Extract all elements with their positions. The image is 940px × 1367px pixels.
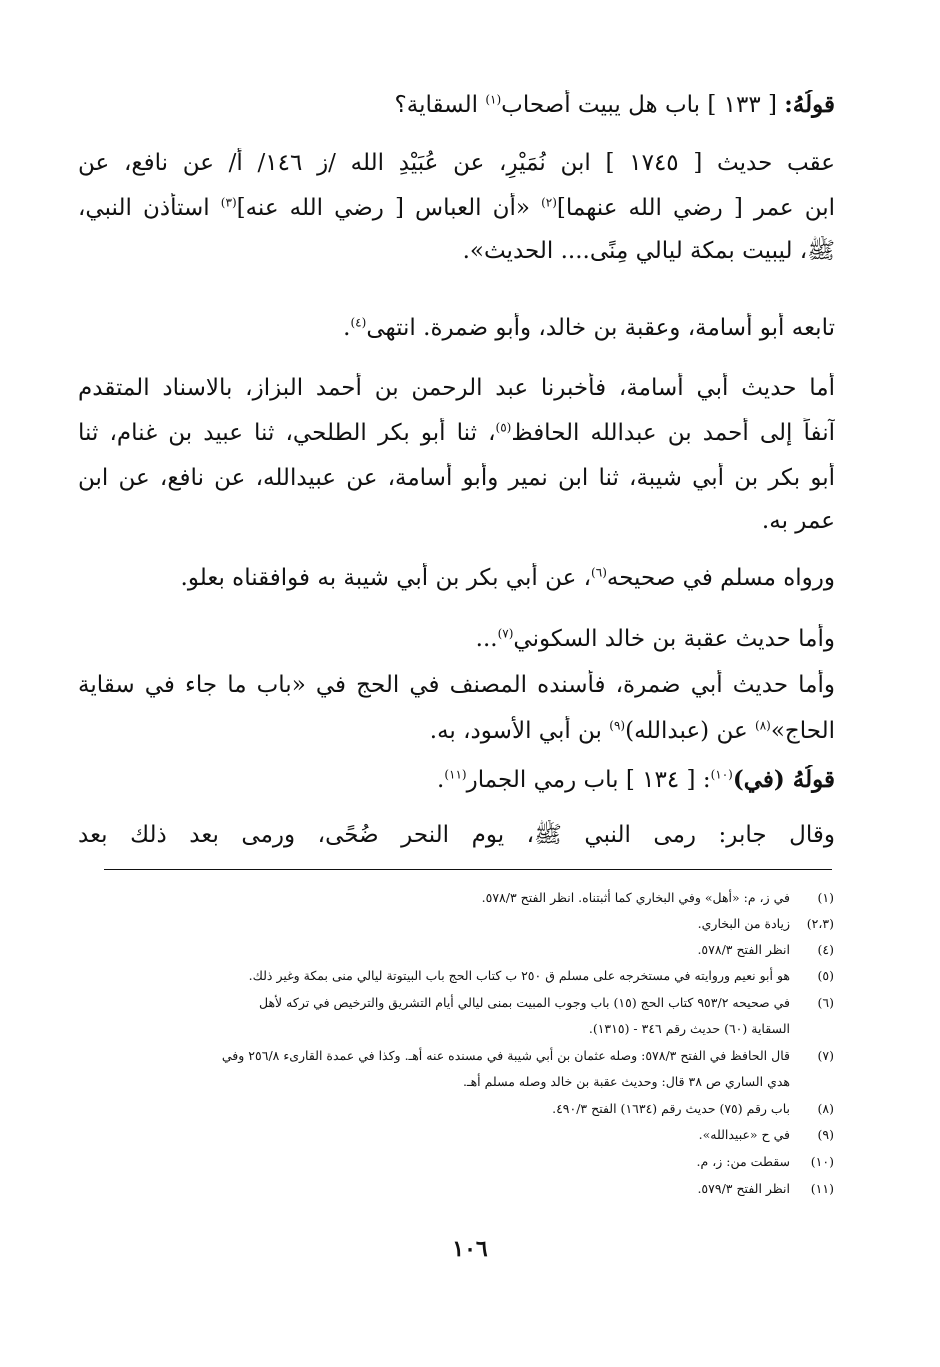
footnote-6-cont — [100, 1019, 834, 1039]
footnote-text: سقطت من: ز، م. — [696, 1154, 790, 1169]
footnote-ref: (٧) — [497, 626, 514, 641]
footnote-text: باب رقم (٧٥) حديث رقم (١٦٣٤) الفتح ٤٩٠/٣. — [552, 1101, 790, 1116]
footnote-number: (٨) — [817, 1101, 834, 1116]
paragraph-text: ، ثنا أبو بكر الطلحي، ثنا عبيد بن غنام، ثنا — [78, 420, 496, 446]
paragraph-text: الحاج» — [770, 718, 835, 744]
footnote-number: (٤) — [817, 942, 834, 957]
footnote-text: في ح «عبيدالله». — [698, 1127, 790, 1142]
footnote-number: (٢،٣) — [806, 916, 834, 931]
paragraph-text: وأما حديث عقبة بن خالد السكوني — [513, 626, 835, 652]
chapter-heading-134 — [78, 765, 835, 795]
paragraph-text: ورواه مسلم في صحيحه — [606, 565, 835, 591]
chapter-heading-133 — [78, 90, 835, 120]
footnote-10 — [100, 1152, 834, 1172]
footnote-ref: (٤) — [350, 315, 367, 330]
footnote-number: (٥) — [817, 968, 834, 983]
footnote-11 — [100, 1179, 834, 1199]
hadith-text: ابن عمر [ رضي الله عنهما] — [556, 195, 835, 221]
footnote-ref: (٥) — [495, 420, 512, 435]
footnote-1 — [100, 888, 834, 908]
footnote-ref: (٦) — [591, 565, 607, 580]
footnote-text: انظر الفتح ٥٧٩/٣. — [697, 1181, 790, 1196]
tabaahu-line — [78, 313, 835, 343]
footnote-number: (١) — [817, 890, 834, 905]
footnote-ref: (٣) — [220, 195, 237, 210]
paragraph-text: بن أبي الأسود، به. — [429, 718, 602, 744]
qawluhu-label: قولُهُ (في) — [732, 766, 835, 793]
qawluhu-label: قولُهُ: — [784, 91, 835, 118]
chapter-title-end: السقاية؟ — [394, 92, 479, 118]
hadith-text: استأذن النبي، — [78, 195, 210, 221]
ellipsis: ... — [475, 626, 498, 652]
footnote-7-cont — [100, 1072, 834, 1092]
abu-usama-line-3: أبو بكر بن أبي شيبة، ثنا ابن نمير وأبو أسامة، عن عبيدالله، عن نافع، عن ابن — [78, 465, 835, 491]
footnote-number: (١١) — [810, 1181, 834, 1196]
muslim-line — [78, 563, 835, 593]
abu-damra-line-1: وأما حديث أبي ضمرة، فأسنده المصنف في الحج في «باب ما جاء في سقاية — [78, 672, 835, 698]
abu-usama-line-4: عمر به. — [761, 508, 835, 534]
footnote-4 — [100, 940, 834, 960]
footnote-divider — [104, 869, 832, 870]
footnote-ref: (١) — [485, 92, 502, 107]
footnote-number: (١٠) — [810, 1154, 834, 1169]
footnote-8 — [100, 1099, 834, 1119]
chapter-title: [ ١٣٣ ] باب هل يبيت أصحاب — [501, 92, 777, 118]
footnote-text: السقاية (٦٠) حديث رقم ٣٤٦ - (١٣١٥). — [588, 1021, 790, 1036]
hadith-line-3: ﷺ، ليبيت بمكة ليالي مِنًى.... الحديث». — [462, 238, 835, 264]
footnote-2-3 — [100, 914, 834, 934]
footnote-text: هدي الساري ص ٣٨ قال: وحديث عقبة بن خالد وصله مسلم أهـ. — [462, 1074, 790, 1089]
footnote-text: هو أبو نعيم وروايته في مستخرجه على مسلم ق ٢٥٠ ب كتاب الحج باب البيتوتة ليالي منى بمكة وغير ذلك. — [248, 968, 790, 983]
footnote-ref: (٩) — [609, 718, 626, 733]
footnote-text: انظر الفتح ٥٧٨/٣. — [697, 942, 790, 957]
paragraph-text: ، عن أبي بكر بن أبي شيبة به فوافقناه بعلو. — [180, 565, 592, 591]
hadith-text: «أن العباس [ رضي الله عنه] — [236, 195, 530, 221]
period: . — [437, 767, 445, 793]
abu-damra-line-2 — [78, 716, 835, 746]
footnote-number: (٩) — [817, 1127, 834, 1142]
page-number: ١٠٦ — [452, 1236, 488, 1262]
tabaahu-text: تابعه أبو أسامة، وعقبة بن خالد، وأبو ضمرة. انتهى — [366, 315, 835, 341]
paragraph-text: آنفاً إلى أحمد بن عبدالله الحافظ — [511, 420, 835, 446]
paragraph-text: عن (عبدالله) — [625, 718, 748, 744]
chapter-title: : [ ١٣٤ ] باب رمي الجمار — [466, 767, 711, 793]
footnote-text: في صحيحه ٩٥٣/٢ كتاب الحج (١٥) باب وجوب المبيت بمنى ليالي أيام التشريق والترخيص في تركه لأهل — [259, 995, 790, 1010]
footnote-number: (٦) — [817, 995, 834, 1010]
uqba-line — [78, 624, 835, 654]
footnote-5 — [100, 966, 834, 986]
footnote-ref: (١٠) — [710, 767, 733, 782]
footnote-number: (٧) — [817, 1048, 834, 1063]
footnote-7 — [100, 1046, 834, 1066]
period: . — [343, 315, 351, 341]
footnote-ref: (١١) — [444, 767, 467, 782]
jabir-line: وقال جابر: رمى النبي ﷺ، يوم النحر ضُحًى، ورمى بعد ذلك بعد — [78, 822, 835, 848]
footnote-ref: (٢) — [541, 195, 557, 210]
footnote-9 — [100, 1125, 834, 1145]
footnote-text: قال الحافظ في الفتح ٥٧٨/٣: وصله عثمان بن أبي شيبة في مسنده عنه أهـ. وكذا في عمدة القارىء ٢٥٦/٨ وفي — [221, 1048, 790, 1063]
hadith-line-1: عقب حديث [ ١٧٤٥ ] ابن نُمَيْرٍ، عن عُبَيْدِ الله /ز ١٤٦/ أ/ عن نافع، عن — [78, 150, 835, 176]
footnote-text: زيادة من البخاري. — [697, 916, 790, 931]
footnote-6 — [100, 993, 834, 1013]
abu-usama-line-1: أما حديث أبي أسامة، فأخبرنا عبد الرحمن بن أحمد البزاز، بالاسناد المتقدم — [78, 375, 835, 401]
footnote-ref: (٨) — [755, 718, 771, 733]
footnote-text: في ز، م: «أهل» وفي البخاري كما أثبتناه. انظر الفتح ٥٧٨/٣. — [481, 890, 790, 905]
hadith-line-2 — [78, 193, 835, 223]
abu-usama-line-2 — [78, 418, 835, 448]
